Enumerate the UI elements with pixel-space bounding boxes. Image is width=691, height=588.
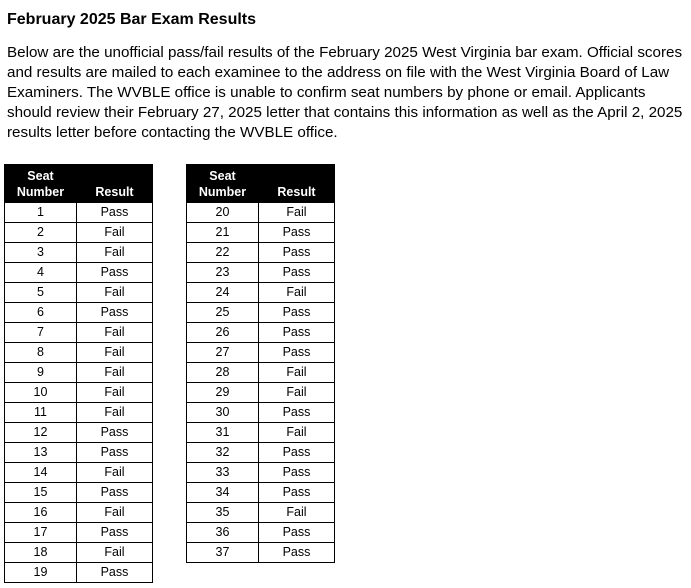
table-row — [187, 283, 335, 303]
seat-number-cell: 19 — [5, 563, 77, 583]
seat-number-cell: 6 — [5, 303, 77, 323]
table-row — [187, 483, 335, 503]
result-cell: Fail — [259, 203, 335, 223]
table-row — [187, 203, 335, 223]
table-row — [187, 223, 335, 243]
seat-number-cell: 35 — [187, 503, 259, 523]
table-row — [5, 303, 153, 323]
results-body-left — [5, 203, 153, 583]
table-row — [187, 363, 335, 383]
table-row — [5, 403, 153, 423]
table-row — [187, 243, 335, 263]
table-row — [5, 343, 153, 363]
result-cell: Fail — [77, 463, 153, 483]
table-row — [5, 523, 153, 543]
result-cell: Pass — [259, 463, 335, 483]
table-row — [5, 463, 153, 483]
seat-number-cell: 22 — [187, 243, 259, 263]
result-cell: Pass — [77, 563, 153, 583]
seat-number-cell: 36 — [187, 523, 259, 543]
table-row — [5, 483, 153, 503]
table-row — [5, 503, 153, 523]
result-cell: Fail — [77, 383, 153, 403]
seat-number-header — [187, 165, 259, 203]
result-cell: Fail — [259, 283, 335, 303]
result-cell: Fail — [259, 503, 335, 523]
result-cell: Pass — [77, 523, 153, 543]
table-row — [5, 323, 153, 343]
seat-number-cell: 32 — [187, 443, 259, 463]
result-cell: Pass — [259, 483, 335, 503]
seat-number-cell: 18 — [5, 543, 77, 563]
results-body-right — [187, 203, 335, 563]
result-cell: Pass — [77, 483, 153, 503]
result-cell: Pass — [259, 403, 335, 423]
seat-header-line2: Number — [16, 185, 65, 199]
seat-number-header — [5, 165, 77, 203]
result-header: Result — [259, 165, 335, 203]
seat-number-cell: 8 — [5, 343, 77, 363]
result-cell: Pass — [259, 543, 335, 563]
seat-number-cell: 27 — [187, 343, 259, 363]
result-cell: Pass — [259, 443, 335, 463]
result-cell: Pass — [77, 203, 153, 223]
result-cell: Fail — [259, 363, 335, 383]
seat-number-cell: 23 — [187, 263, 259, 283]
result-cell: Fail — [77, 343, 153, 363]
intro-paragraph: Below are the unofficial pass/fail results of the February 2025 West Virginia bar exam. Official scores and results are mailed to each examinee to the address on file with the West Virginia Board of Law Examiners. The WVBLE office is unable to confirm seat numbers by phone or email. Applicants should review their February 27, 2025 letter that contains this information as well as the April 2, 2025 results letter before contacting the WVBLE office. — [7, 44, 683, 141]
result-cell: Pass — [77, 423, 153, 443]
result-header: Result — [77, 165, 153, 203]
results-table-left — [4, 164, 153, 583]
seat-number-cell: 4 — [5, 263, 77, 283]
table-row — [187, 343, 335, 363]
seat-number-cell: 37 — [187, 543, 259, 563]
table-row — [187, 463, 335, 483]
table-header-row — [5, 165, 153, 203]
table-row — [187, 403, 335, 423]
table-header-row — [187, 165, 335, 203]
table-row — [187, 383, 335, 403]
seat-number-cell: 29 — [187, 383, 259, 403]
table-row — [5, 363, 153, 383]
seat-number-cell: 30 — [187, 403, 259, 423]
seat-number-cell: 26 — [187, 323, 259, 343]
result-cell: Fail — [259, 383, 335, 403]
table-row — [187, 543, 335, 563]
result-cell: Pass — [259, 323, 335, 343]
seat-number-cell: 9 — [5, 363, 77, 383]
table-row — [5, 243, 153, 263]
seat-number-cell: 12 — [5, 423, 77, 443]
seat-number-cell: 16 — [5, 503, 77, 523]
result-cell: Pass — [259, 343, 335, 363]
result-cell: Pass — [259, 523, 335, 543]
seat-number-cell: 1 — [5, 203, 77, 223]
table-row — [5, 203, 153, 223]
result-cell: Fail — [77, 543, 153, 563]
table-row — [5, 543, 153, 563]
seat-number-cell: 28 — [187, 363, 259, 383]
result-cell: Pass — [259, 223, 335, 243]
result-cell: Fail — [77, 283, 153, 303]
result-cell: Pass — [77, 443, 153, 463]
result-cell: Fail — [77, 243, 153, 263]
seat-number-cell: 5 — [5, 283, 77, 303]
seat-number-cell: 25 — [187, 303, 259, 323]
page-title: February 2025 Bar Exam Results — [7, 11, 257, 28]
table-row — [187, 303, 335, 323]
seat-number-cell: 21 — [187, 223, 259, 243]
result-cell: Pass — [77, 303, 153, 323]
seat-number-cell: 11 — [5, 403, 77, 423]
result-cell: Pass — [259, 243, 335, 263]
table-row — [187, 263, 335, 283]
table-row — [187, 443, 335, 463]
seat-number-cell: 13 — [5, 443, 77, 463]
result-cell: Pass — [259, 263, 335, 283]
seat-number-cell: 31 — [187, 423, 259, 443]
seat-number-cell: 17 — [5, 523, 77, 543]
seat-number-cell: 20 — [187, 203, 259, 223]
results-table-right — [186, 164, 335, 563]
result-cell: Fail — [77, 363, 153, 383]
result-cell: Fail — [77, 223, 153, 243]
seat-header-line1: Seat — [27, 169, 54, 183]
seat-number-cell: 33 — [187, 463, 259, 483]
result-cell: Pass — [77, 263, 153, 283]
table-row — [187, 323, 335, 343]
result-cell: Fail — [77, 503, 153, 523]
seat-number-cell: 24 — [187, 283, 259, 303]
table-row — [5, 443, 153, 463]
seat-number-cell: 14 — [5, 463, 77, 483]
seat-header-line1: Seat — [209, 169, 236, 183]
seat-number-cell: 10 — [5, 383, 77, 403]
table-row — [5, 283, 153, 303]
table-row — [5, 223, 153, 243]
table-row — [187, 523, 335, 543]
seat-header-line2: Number — [198, 185, 247, 199]
seat-number-cell: 34 — [187, 483, 259, 503]
seat-number-cell: 2 — [5, 223, 77, 243]
result-cell: Pass — [259, 303, 335, 323]
seat-number-cell: 15 — [5, 483, 77, 503]
table-row — [5, 423, 153, 443]
seat-number-cell: 7 — [5, 323, 77, 343]
seat-number-cell: 3 — [5, 243, 77, 263]
table-row — [5, 383, 153, 403]
result-cell: Fail — [77, 403, 153, 423]
result-cell: Fail — [259, 423, 335, 443]
table-row — [5, 263, 153, 283]
table-row — [187, 423, 335, 443]
result-cell: Fail — [77, 323, 153, 343]
table-row — [187, 503, 335, 523]
table-row — [5, 563, 153, 583]
